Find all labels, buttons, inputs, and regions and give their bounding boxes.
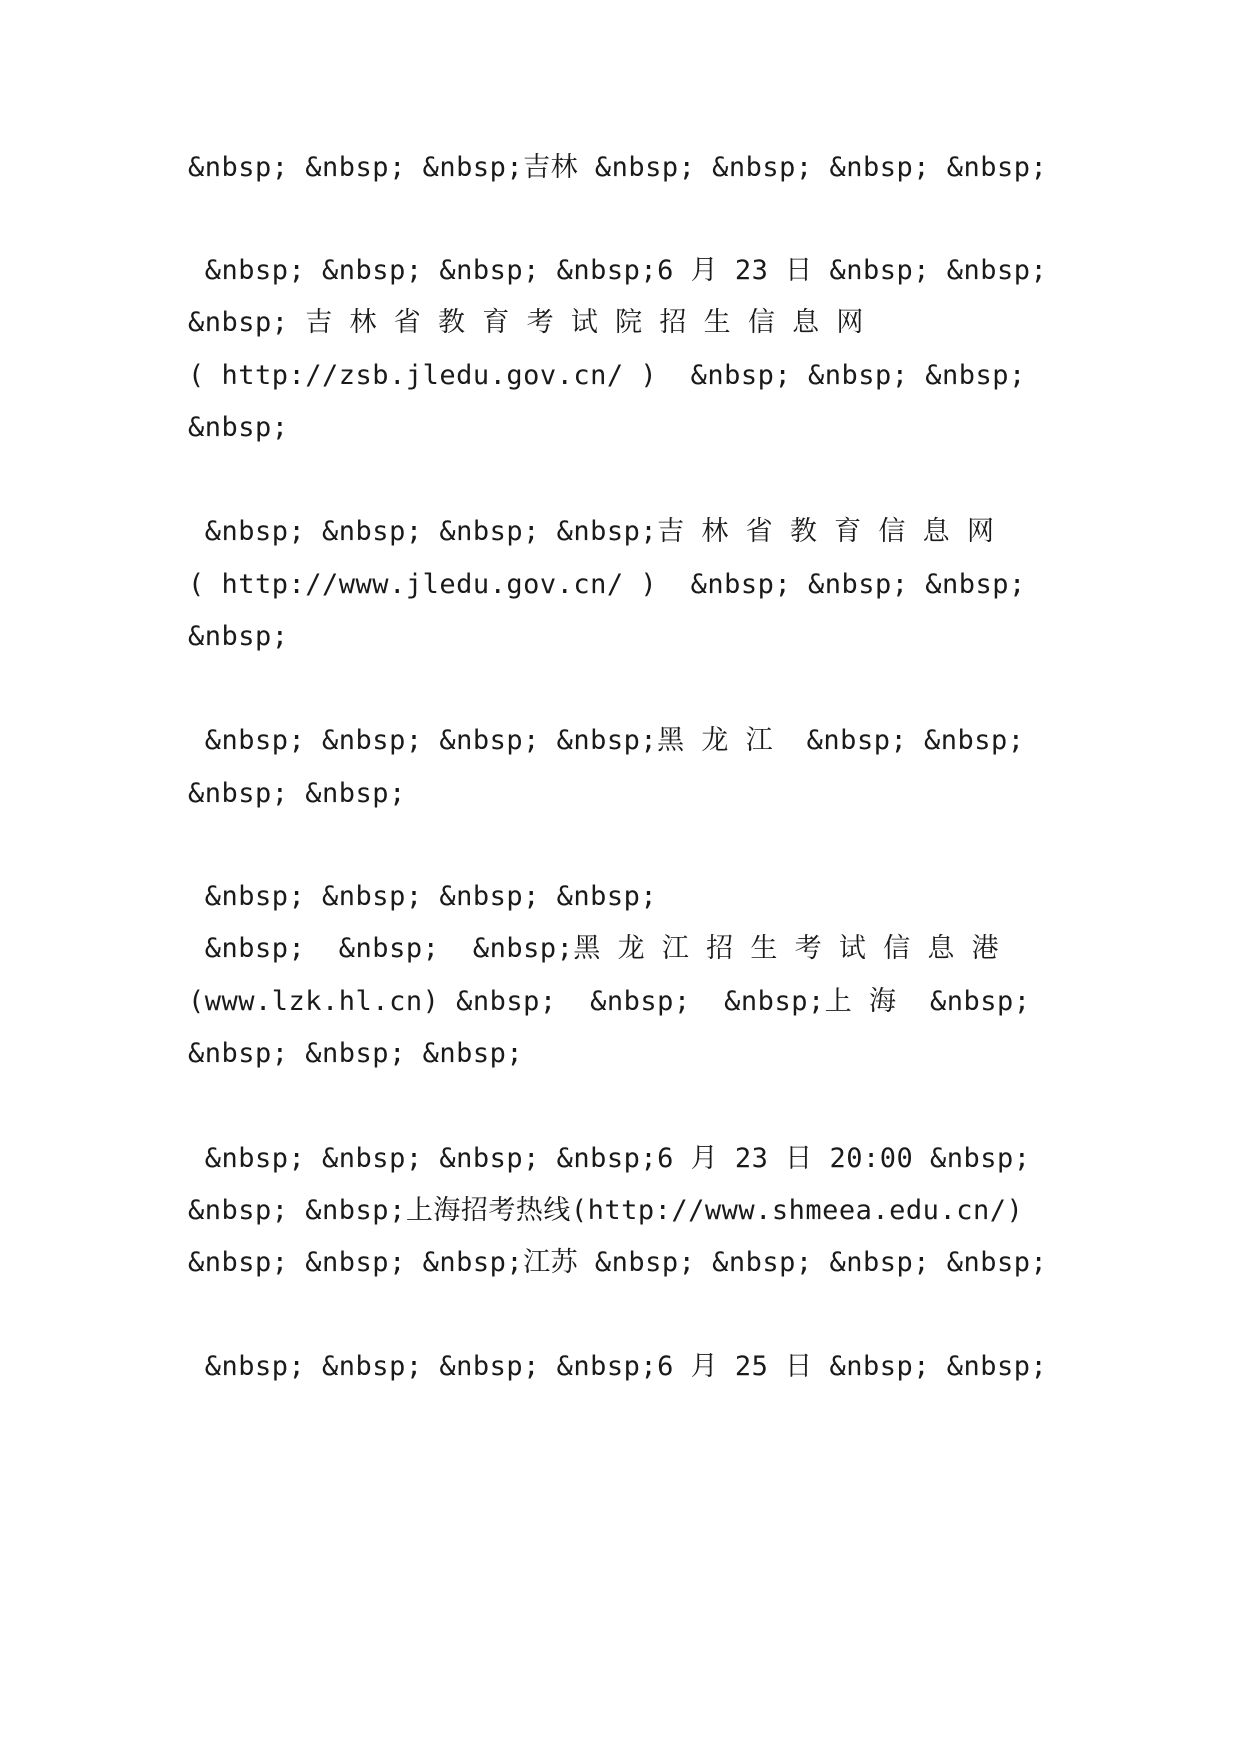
text-line-3: &nbsp; 吉 林 省 教 育 考 试 院 招 生 信 息 网: [188, 307, 864, 338]
text-line-15: &nbsp; &nbsp; &nbsp; &nbsp;6 月 23 日 20:00 &nbsp;: [188, 1143, 1031, 1174]
text-line-11: &nbsp; &nbsp; &nbsp; &nbsp;: [188, 881, 658, 912]
text-line-5: &nbsp;: [188, 412, 289, 443]
text-line-6: &nbsp; &nbsp; &nbsp; &nbsp;吉 林 省 教 育 信 息 网: [188, 516, 995, 547]
text-line-2: &nbsp; &nbsp; &nbsp; &nbsp;6 月 23 日 &nbsp; &nbsp;: [188, 255, 1048, 286]
text-line-17: &nbsp; &nbsp; &nbsp;江苏 &nbsp; &nbsp; &nbsp; &nbsp;: [188, 1247, 1048, 1278]
text-line-14: &nbsp; &nbsp; &nbsp;: [188, 1038, 524, 1069]
text-line-7: ( http://www.jledu.gov.cn/ ) &nbsp; &nbsp; &nbsp;: [188, 569, 1026, 600]
text-line-10: &nbsp; &nbsp;: [188, 778, 406, 809]
text-line-12: &nbsp; &nbsp; &nbsp;黑 龙 江 招 生 考 试 信 息 港: [188, 933, 1000, 964]
text-line-9: &nbsp; &nbsp; &nbsp; &nbsp;黑 龙 江 &nbsp; &nbsp;: [188, 725, 1025, 756]
text-line-8: &nbsp;: [188, 621, 289, 652]
text-line-18: &nbsp; &nbsp; &nbsp; &nbsp;6 月 25 日 &nbsp; &nbsp;: [188, 1351, 1048, 1382]
text-line-1: &nbsp; &nbsp; &nbsp;吉林 &nbsp; &nbsp; &nbsp; &nbsp;: [188, 152, 1048, 183]
text-line-4: ( http://zsb.jledu.gov.cn/ ) &nbsp; &nbsp; &nbsp;: [188, 360, 1026, 391]
text-line-16: &nbsp; &nbsp;上海招考热线(http://www.shmeea.edu.cn/): [188, 1195, 1024, 1226]
text-line-13: (www.lzk.hl.cn) &nbsp; &nbsp; &nbsp;上 海 &nbsp;: [188, 986, 1031, 1017]
